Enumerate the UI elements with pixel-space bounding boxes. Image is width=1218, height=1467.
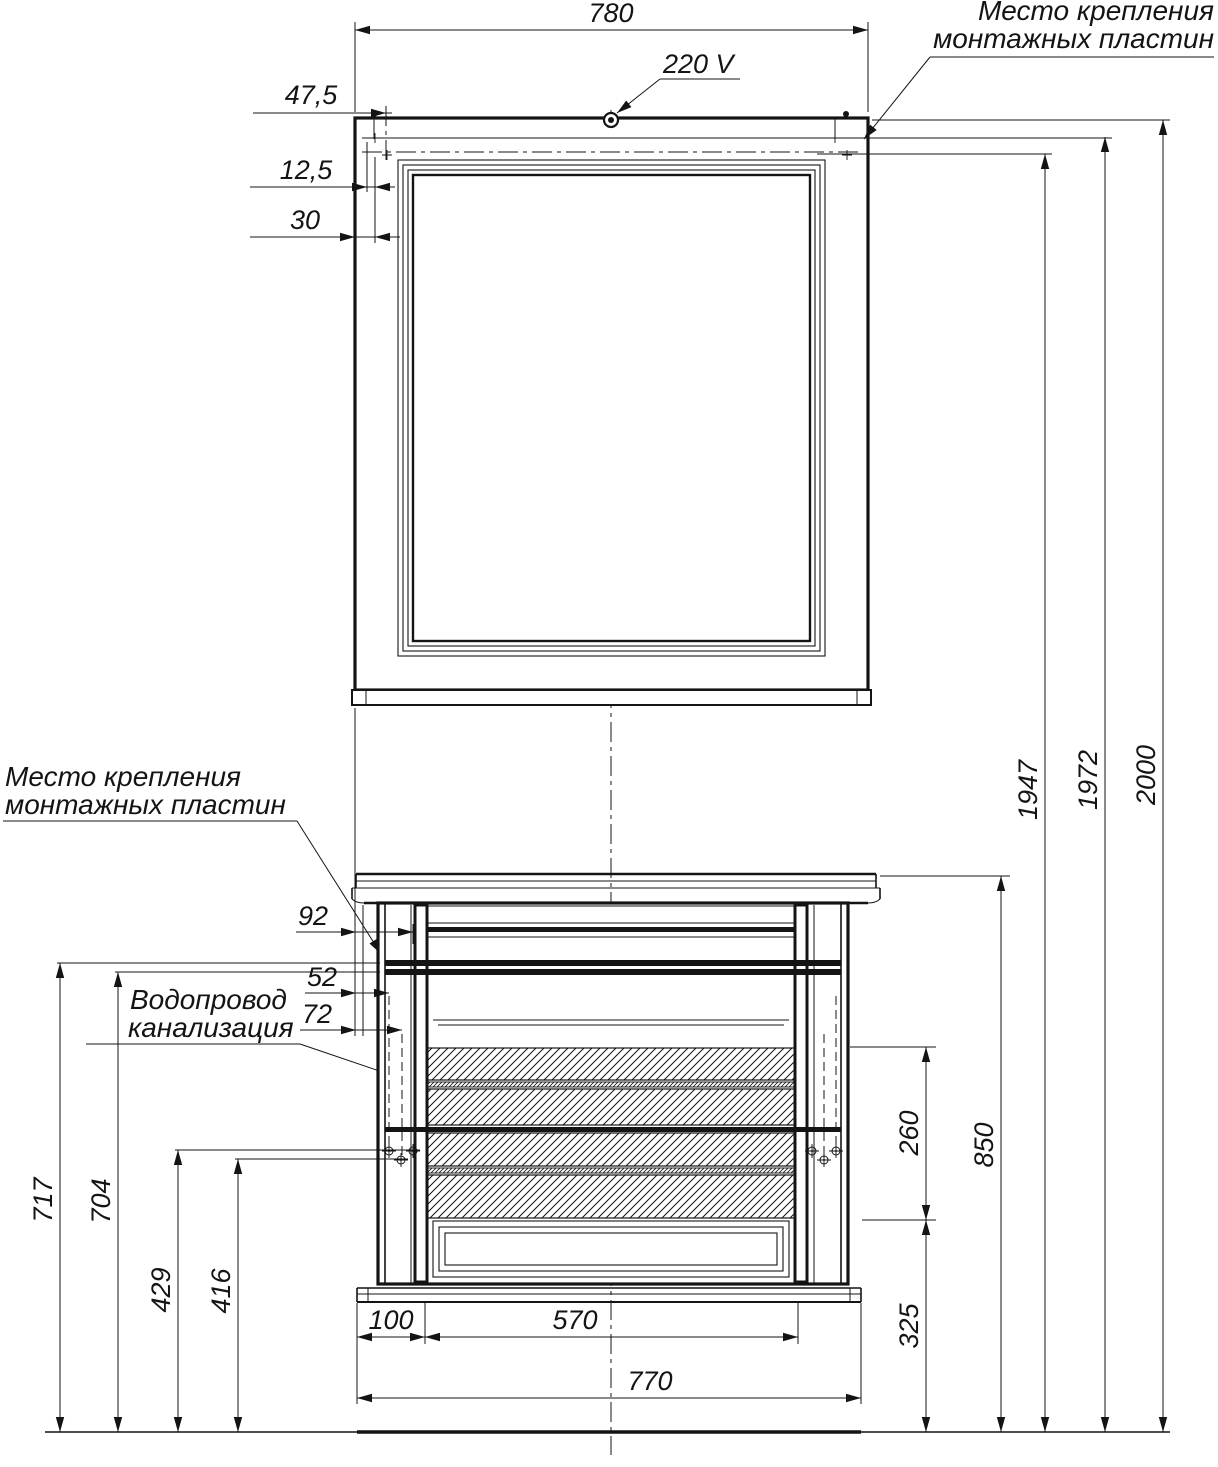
label-plumbing-line2: канализация [128,1012,294,1043]
label-mounting-left-line2: монтажных пластин [5,789,286,820]
dim-text-1947: 1947 [1013,759,1043,821]
dim-770 [357,1366,861,1402]
dim-260 [850,1047,936,1220]
label-power-text: 220 V [663,49,734,79]
dim-2000 [1131,120,1167,1432]
dim-text-770: 770 [627,1366,673,1396]
cabinet-front-view [352,874,880,1302]
dim-bottom-widths [357,1303,861,1404]
dim-text-780: 780 [588,0,634,28]
dim-mirror-width [355,0,868,112]
label-plumbing-line1: Водопровод [130,984,287,1015]
dim-text-260: 260 [894,1110,924,1156]
dim-overall-heights [850,120,1170,1432]
dim-text-92: 92 [297,901,329,931]
dim-325 [894,1220,930,1432]
dim-text-2000: 2000 [1131,744,1161,806]
label-power-outlet [614,49,740,116]
dim-1972 [1073,137,1109,1432]
mounting-point-right [843,111,849,117]
dim-text-52: 52 [306,962,338,992]
mirror-front-view [352,106,1112,705]
dim-text-100: 100 [368,1305,414,1335]
dim-text-570: 570 [552,1305,598,1335]
dim-text-1972: 1972 [1073,749,1103,811]
dim-text-12-5: 12,5 [279,155,333,185]
dim-text-30: 30 [289,205,321,235]
drawer-sections-hatched [385,1048,841,1218]
dim-text-717: 717 [28,1177,58,1223]
dim-text-704: 704 [86,1178,116,1224]
dim-1947 [1013,154,1049,1432]
dim-100 [357,1305,425,1341]
dim-text-850: 850 [969,1122,999,1168]
dim-text-47-5: 47,5 [284,80,338,110]
dim-text-72: 72 [301,999,333,1029]
power-outlet-point [604,113,618,127]
label-mounting-left-line1: Место крепления [5,761,242,792]
label-mounting-top-line1: Место крепления [977,0,1214,26]
label-mounting-top-line2: монтажных пластин [933,23,1214,54]
dim-text-325: 325 [894,1303,924,1349]
dim-mount-offset-47-5 [253,80,392,117]
dim-text-429: 429 [146,1267,176,1313]
dim-text-416: 416 [206,1268,236,1314]
